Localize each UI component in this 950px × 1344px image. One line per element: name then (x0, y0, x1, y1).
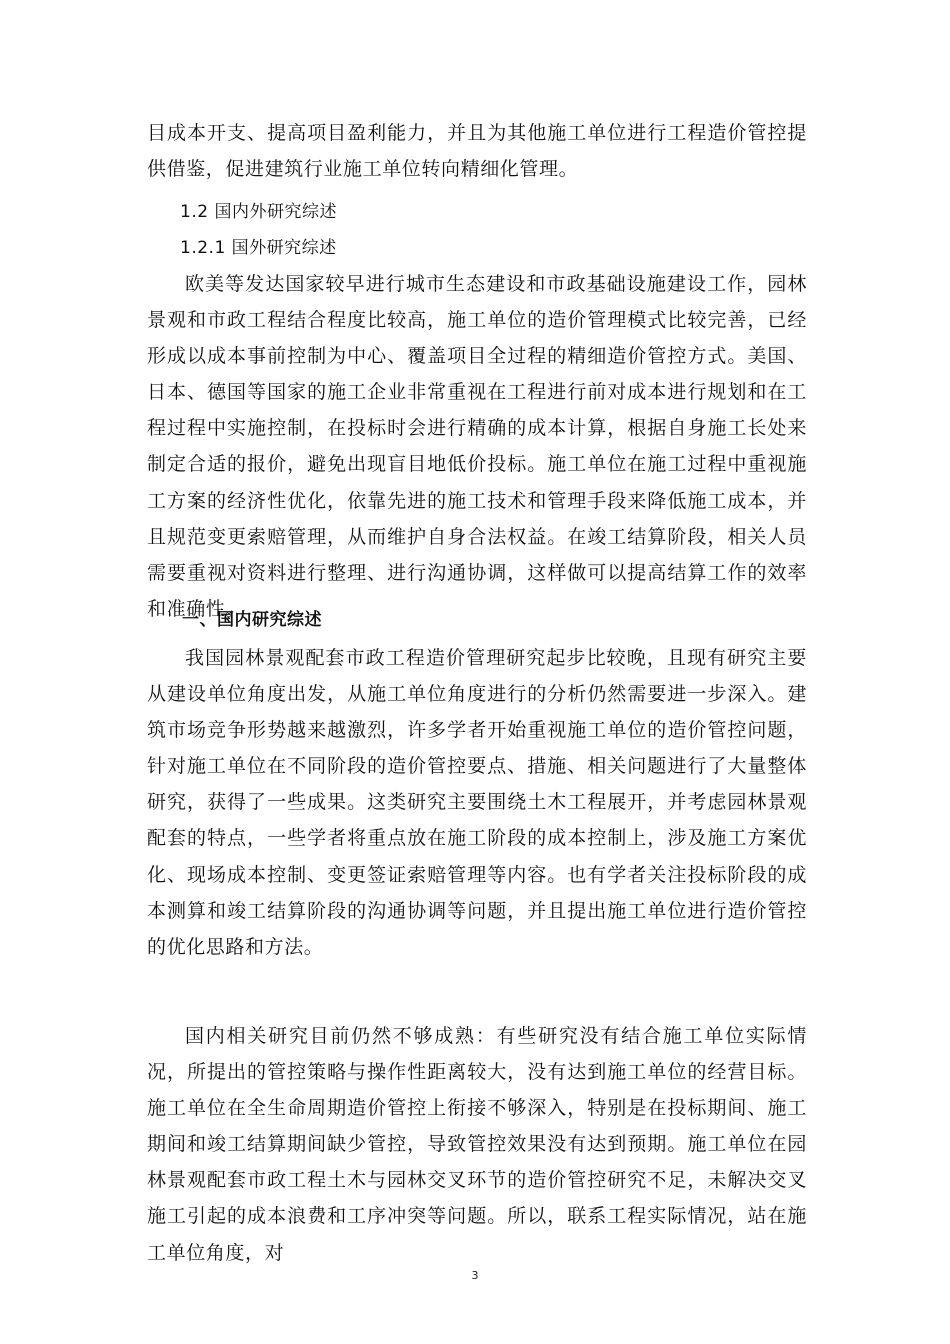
continued-paragraph: 目成本开支、提高项目盈利能力，并且为其他施工单位进行工程造价管控提供借鉴，促进建筑行业施工单位转向精细化管理。 (147, 122, 807, 181)
paragraph-domestic-research-2: 国内相关研究目前仍然不够成熟：有些研究没有结合施工单位实际情况，所提出的管控策略与操作性距离较大，没有达到施工单位的经营目标。施工单位在全生命周期造价管控上衔接不够深入，特别是在投标期间、施工期间和竣工结算期间缺少管控，导致管控效果没有达到预期。施工单位在园林景观配套市政工程土木与园林交叉环节的造价管控研究不足，未解决交叉施工引起的成本浪费和工序冲突等问题。所以，联系工程实际情况，站在施工单位角度，对 (147, 1025, 807, 1264)
paragraph-foreign-research: 欧美等发达国家较早进行城市生态建设和市政基础设施建设工作，园林景观和市政工程结合程度比较高，施工单位的造价管理模式比较完善，已经形成以成本事前控制为中心、覆盖项目全过程的精细造价管控方式。美国、日本、德国等国家的施工企业非常重视在工程进行前对成本进行规划和在工程过程中实施控制，在投标时会进行精确的成本计算，根据自身施工长处来制定合适的报价，避免出现盲目地低价投标。施工单位在施工过程中重视施工方案的经济性优化，依靠先进的施工技术和管理手段来降低施工成本，并且规范变更索赔管理，从而维护自身合法权益。在竣工结算阶段，相关人员需要重视对资料进行整理、进行沟通协调，这样做可以提高结算工作的效率和准确性。 (147, 273, 807, 620)
page-number: 3 (471, 1269, 479, 1282)
subsection-heading: 1.2.1 国外研究综述 (180, 238, 337, 258)
paragraph-domestic-research-1: 我国园林景观配套市政工程造价管理研究起步比较晚，且现有研究主要从建设单位角度出发，从施工单位角度进行的分析仍然需要进一步深入。建筑市场竞争形势越来越激烈，许多学者开始重视施工单位的造价管控问题，针对施工单位在不同阶段的造价管控要点、措施、相关问题进行了大量整体研究，获得了一些成果。这类研究主要围绕土木工程展开，并考虑园林景观配套的特点，一些学者将重点放在施工阶段的成本控制上，涉及施工方案优化、现场成本控制、变更签证索赔管理等内容。也有学者关注投标阶段的成本测算和竣工结算阶段的沟通协调等问题，并且提出施工单位进行造价管控的优化思路和方法。 (147, 647, 807, 958)
domestic-heading: 一、国内研究综述 (182, 610, 322, 630)
section-heading: 1.2 国内外研究综述 (180, 202, 337, 222)
